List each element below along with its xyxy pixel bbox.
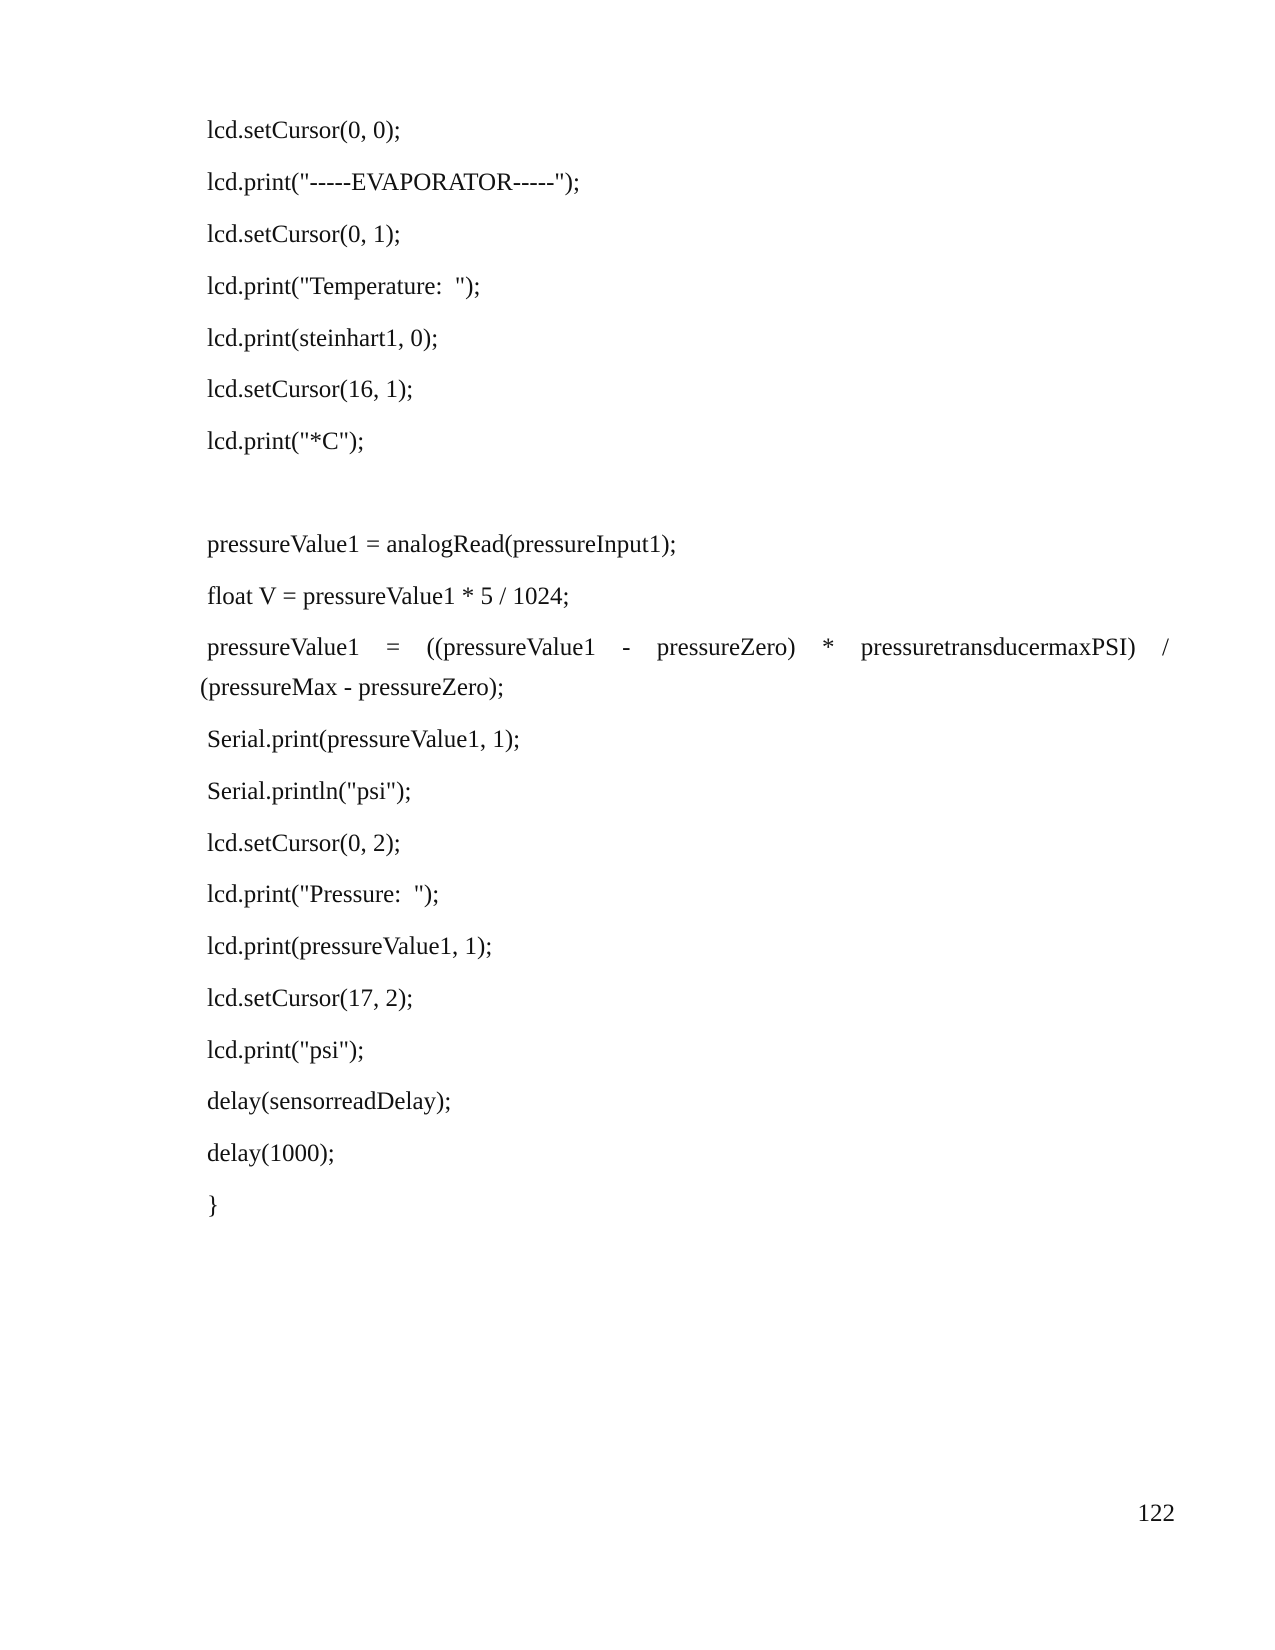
code-line: pressureValue1 = analogRead(pressureInput1); bbox=[207, 531, 677, 558]
code-line: lcd.setCursor(0, 1); bbox=[207, 221, 401, 248]
code-line-justified bbox=[207, 633, 1169, 663]
code-line: lcd.setCursor(0, 2); bbox=[207, 830, 401, 857]
code-token: pressuretransducermaxPSI) bbox=[860, 634, 1136, 661]
code-line: lcd.print("-----EVAPORATOR-----"); bbox=[207, 169, 580, 196]
page-number: 122 bbox=[1137, 1500, 1175, 1527]
code-line: delay(sensorreadDelay); bbox=[207, 1088, 452, 1115]
code-line: float V = pressureValue1 * 5 / 1024; bbox=[207, 583, 570, 610]
code-line: lcd.print("*C"); bbox=[207, 428, 365, 455]
code-token: pressureZero) bbox=[656, 634, 796, 661]
code-line: lcd.print("Temperature: "); bbox=[207, 273, 481, 300]
code-line: Serial.print(pressureValue1, 1); bbox=[207, 726, 521, 753]
code-token: pressureValue1 bbox=[207, 634, 360, 661]
code-line: Serial.println("psi"); bbox=[207, 778, 412, 805]
code-line: lcd.print(pressureValue1, 1); bbox=[207, 933, 493, 960]
code-token: = bbox=[386, 634, 401, 661]
code-line: lcd.setCursor(17, 2); bbox=[207, 985, 414, 1012]
code-line: lcd.print(steinhart1, 0); bbox=[207, 325, 439, 352]
code-token: ((pressureValue1 bbox=[426, 634, 596, 661]
closing-brace: } bbox=[207, 1192, 219, 1219]
code-token: / bbox=[1161, 634, 1169, 661]
code-line: lcd.setCursor(0, 0); bbox=[207, 117, 401, 144]
code-token: - bbox=[622, 634, 631, 661]
code-line: lcd.setCursor(16, 1); bbox=[207, 376, 414, 403]
code-token: * bbox=[821, 634, 835, 661]
code-line: lcd.print("psi"); bbox=[207, 1037, 365, 1064]
code-line: delay(1000); bbox=[207, 1140, 335, 1167]
code-line: lcd.print("Pressure: "); bbox=[207, 881, 440, 908]
code-line-continuation: (pressureMax - pressureZero); bbox=[200, 674, 505, 701]
